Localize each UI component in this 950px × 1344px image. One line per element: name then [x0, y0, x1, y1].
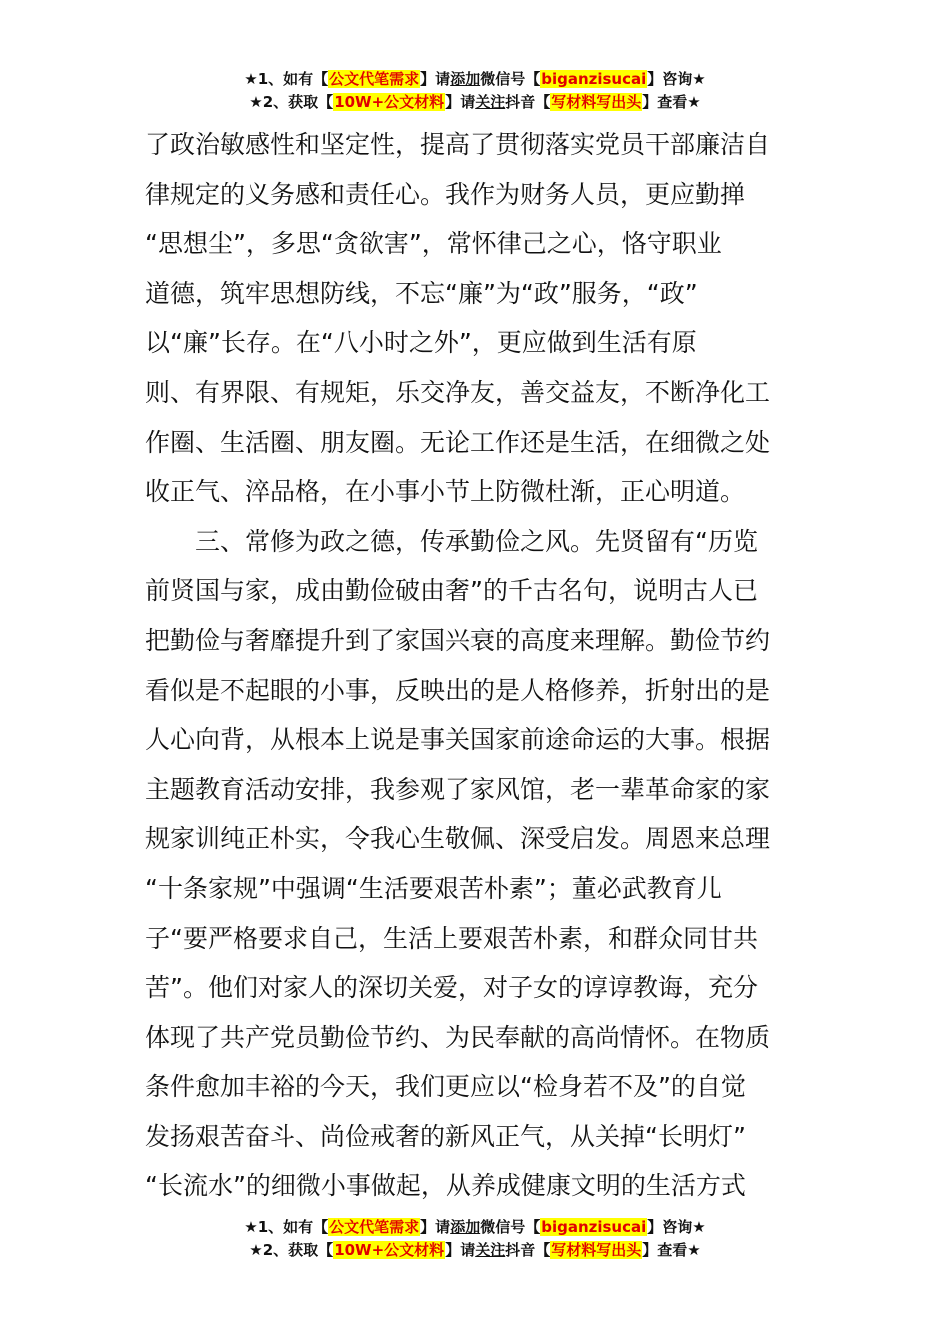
banner-text: 】咨询★ — [647, 70, 706, 88]
banner-text: 微信号【 — [480, 70, 541, 88]
banner-text: ★2、获取【 — [249, 1241, 334, 1259]
banner-text: 微信号【 — [480, 1218, 541, 1236]
banner-highlight: biganzisucai — [541, 70, 647, 88]
banner-text: 】请 — [445, 1241, 476, 1259]
text-line: 把勤俭与奢靡提升到了家国兴衰的高度来理解。勤俭节约 — [145, 625, 771, 655]
text-line: 道德，筑牢思想防线，不忘“廉”为“政”服务，“政” — [145, 278, 698, 308]
text-line: “思想尘”，多思“贪欲害”，常怀律己之心，恪守职业 — [145, 229, 722, 259]
banner-text: 】请 — [420, 1218, 451, 1236]
text-line: 体现了共产党员勤俭节约、为民奉献的高尚情怀。在物质 — [145, 1022, 771, 1052]
text-line: “十条家规”中强调“生活要艰苦朴素”；董必武教育儿 — [145, 873, 722, 903]
banner-highlight: 公文代笔需求 — [329, 70, 420, 88]
banner-text: ★2、获取【 — [249, 93, 334, 111]
text-line: 律规定的义务感和责任心。我作为财务人员，更应勤掸 — [145, 179, 746, 209]
banner-text: 抖音【 — [505, 93, 551, 111]
text-line: 收正气、淬品格，在小事小节上防微杜渐，正心明道。 — [145, 477, 746, 507]
text-line: 条件愈加丰裕的今天，我们更应以“检身若不及”的自觉 — [145, 1072, 746, 1102]
text-line: 了政治敏感性和坚定性，提高了贯彻落实党员干部廉洁自 — [145, 130, 771, 159]
banner-text: 】查看★ — [642, 1241, 701, 1259]
banner-line-2 — [0, 1239, 950, 1262]
banner-text: 】请 — [445, 93, 476, 111]
text-line: 看似是不起眼的小事，反映出的是人格修养，折射出的是 — [145, 675, 771, 705]
text-line: 作圈、生活圈、朋友圈。无论工作还是生活，在细微之处 — [145, 427, 771, 457]
text-line: “长流水”的细微小事做起，从养成健康文明的生活方式 — [145, 1171, 746, 1201]
banner-text: ★1、如有【 — [244, 70, 329, 88]
banner-underline: 关注 — [475, 1241, 506, 1259]
document-body — [145, 120, 815, 1211]
text-line: 以“廉”长存。在“八小时之外”，更应做到生活有原 — [145, 328, 697, 358]
text-line: 主题教育活动安排，我参观了家风馆，老一辈革命家的家 — [145, 774, 771, 804]
section-heading-line: 三、常修为政之德，传承勤俭之风。先贤留有“历览 — [195, 526, 758, 556]
text-line: 规家训纯正朴实，令我心生敬佩、深受启发。周恩来总理 — [145, 824, 771, 854]
banner-text: 抖音【 — [505, 1241, 551, 1259]
banner-highlight: 写材料写出头 — [551, 93, 642, 111]
text-line: 前贤国与家，成由勤俭破由奢”的千古名句，说明古人已 — [145, 576, 758, 606]
banner-text: 】查看★ — [642, 93, 701, 111]
banner-underline: 添加 — [450, 1218, 481, 1236]
banner-highlight: biganzisucai — [541, 1218, 647, 1236]
banner-text: ★1、如有【 — [244, 1218, 329, 1236]
header-banner — [0, 68, 950, 114]
text-line: 发扬艰苦奋斗、尚俭戒奢的新风正气，从关掉“长明灯” — [145, 1121, 746, 1151]
banner-line-1 — [0, 1216, 950, 1239]
banner-highlight: 10W+公文材料 — [334, 1241, 445, 1259]
banner-line-2 — [0, 91, 950, 114]
banner-underline: 添加 — [450, 70, 481, 88]
text-line: 子“要严格要求自己，生活上要艰苦朴素，和群众同甘共 — [145, 923, 758, 953]
text-line: 人心向背，从根本上说是事关国家前途命运的大事。根据 — [145, 725, 771, 755]
banner-text: 】请 — [420, 70, 451, 88]
banner-line-1 — [0, 68, 950, 91]
banner-text: 】咨询★ — [647, 1218, 706, 1236]
banner-highlight: 写材料写出头 — [551, 1241, 642, 1259]
text-line: 苦”。他们对家人的深切关爱，对子女的谆谆教诲，充分 — [145, 973, 758, 1003]
banner-underline: 关注 — [475, 93, 506, 111]
banner-highlight: 公文代笔需求 — [329, 1218, 420, 1236]
banner-highlight: 10W+公文材料 — [334, 93, 445, 111]
text-line: 则、有界限、有规矩，乐交净友，善交益友，不断净化工 — [145, 377, 771, 407]
footer-banner — [0, 1216, 950, 1262]
